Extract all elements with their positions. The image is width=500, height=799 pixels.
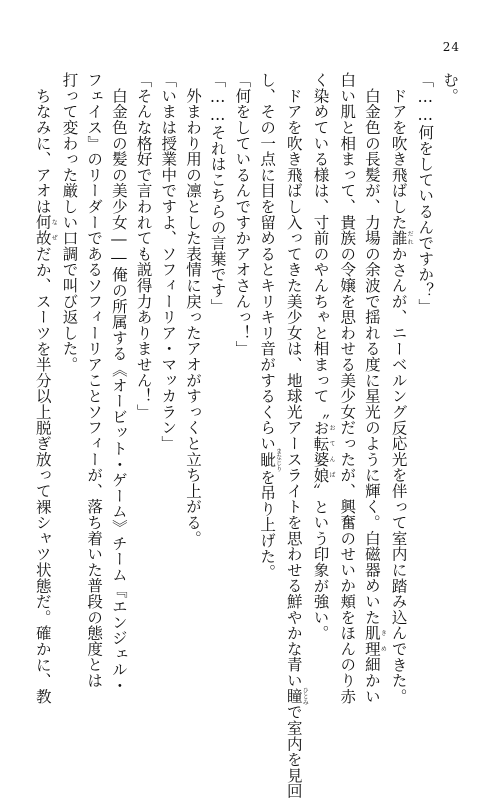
text-line: ちなみに、アオは何故なぜだか、スーツを半分以上脱ぎ放って裸シャツ状態だ。確かに、教 [33, 72, 58, 705]
furigana: 肌理きめ [362, 625, 387, 657]
text-line: 「何をしているんですかアオさんっ！」 [233, 72, 252, 357]
text-line: し、その一点に目を留めるとキリキリ音がするくらい眦まなじりを吊り上げた。 [258, 72, 282, 580]
text-line: 打って変わった厳しい口調で叫び返した。 [60, 72, 79, 373]
text-line: く染めている様は、寸前のやんちゃと相まって〝お転婆娘おてんば〟という印象が強い。 [311, 72, 335, 641]
vertical-text-body [32, 72, 462, 799]
furigana: 誰だれ [389, 230, 414, 246]
furigana: 瞳ひとみ [284, 687, 309, 706]
furigana: お転婆娘おてんば [311, 419, 335, 483]
page-number: 24 [442, 40, 460, 54]
text-line: 「……何をしているんですか？」 [416, 72, 435, 314]
text-line: フェイス』のリーダーであるソフィーリアことソフィーが、落ち着いた普段の態度とは [85, 72, 104, 689]
text-line: 「そんな格好で言われても説得力ありません！」 [134, 72, 153, 420]
furigana: 眦まなじり [258, 448, 282, 473]
text-line: 白金色の長髪が、力場の余波で揺れる度に星光のように輝く。白磁器めいた肌理きめ細かい [362, 72, 387, 705]
text-line: む。 [441, 72, 459, 104]
text-line: 白い肌と相まって、貴族の令嬢を思わせる美少女だったが、興奮のせいか頬をほんのり赤 [338, 72, 357, 704]
furigana: 何故なぜ [33, 214, 58, 246]
text-line: ドアを吹き飛ばした誰だれかさんが、ニーベルング反応光を伴って室内に踏み込んできた。 [389, 72, 414, 705]
text-line: 「いまは授業中ですよ、ソフィーリア・マッカラン」 [159, 72, 178, 452]
text-line: 「……それはこちらの言葉です」 [208, 72, 227, 314]
text-line: ドアを吹き飛ばし入ってきた美少女は、地球光アースライトを思わせる鮮やかな青い瞳ひとみで室内を見回 [284, 72, 309, 799]
text-line: 外まわり用の凛とした表情に戻ったアオがすっくと立ち上がる。 [183, 72, 202, 546]
text-line: 白金色の髪の美少女――俺の所属する《オービット・ゲーム》チーム『エンジェル・ [109, 72, 128, 694]
